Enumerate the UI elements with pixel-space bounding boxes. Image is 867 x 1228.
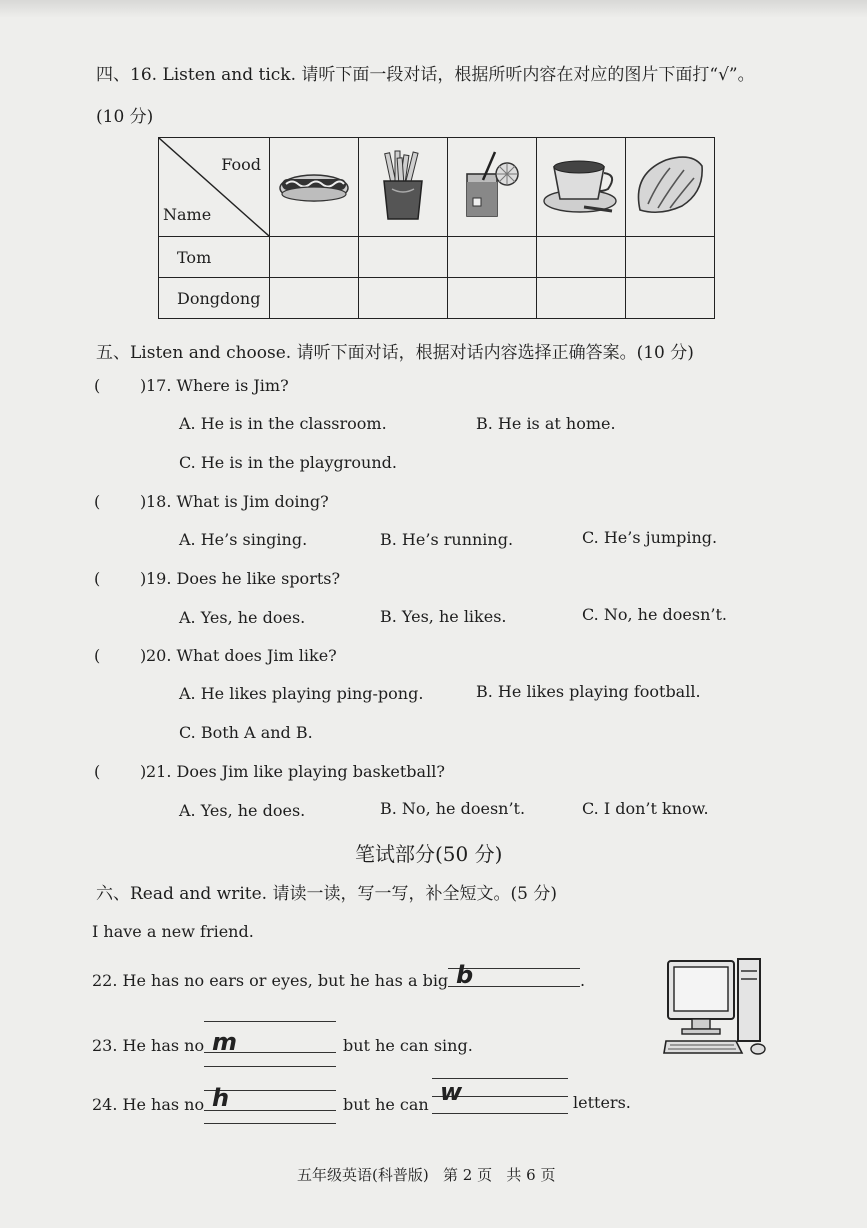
name-header: Name — [163, 205, 212, 224]
answer-paren-open[interactable]: ( — [94, 646, 101, 665]
tick-cell[interactable] — [359, 278, 448, 319]
q18-option-a: A. He’s singing. — [179, 530, 308, 549]
answer-paren-close: ) — [140, 762, 147, 781]
s6-heading: 六、Read and write. 请读一读，写一写，补全短文。(5 分) — [96, 884, 557, 904]
written-part-title: 笔试部分(50 分) — [355, 842, 503, 866]
q17-option-a: A. He is in the classroom. — [179, 414, 387, 433]
q21-option-b: B. No, he doesn’t. — [380, 799, 526, 818]
computer-icon — [662, 955, 772, 1069]
handwritten-letter: h — [212, 1084, 230, 1112]
q18-option-b: B. He’s running. — [380, 530, 514, 549]
handwritten-letter: w — [440, 1078, 463, 1106]
tick-table — [158, 137, 715, 319]
answer-paren-open[interactable]: ( — [94, 492, 101, 511]
q16-heading: 四、16. Listen and tick. 请听下面一段对话，根据所听内容在对应的图片下面打“√”。 — [96, 65, 755, 85]
q22-period: . — [580, 971, 586, 990]
q20-option-c: C. Both A and B. — [179, 723, 313, 742]
tick-cell[interactable] — [537, 278, 626, 319]
s6-intro: I have a new friend. — [92, 922, 254, 941]
tick-cell[interactable] — [626, 237, 715, 278]
q19-option-a: A. Yes, he does. — [179, 608, 306, 627]
tick-cell[interactable] — [359, 237, 448, 278]
q20-option-b: B. He likes playing football. — [476, 682, 701, 701]
scan-top-edge — [0, 0, 867, 18]
hot-dog-icon — [270, 138, 359, 237]
q16-score: (10 分) — [96, 107, 154, 127]
q24-middle: but he can — [343, 1095, 429, 1114]
answer-paren-open[interactable]: ( — [94, 569, 101, 588]
answer-paren-close: ) — [140, 646, 147, 665]
food-header: Food — [221, 155, 261, 174]
french-fries-icon — [359, 138, 448, 237]
tick-cell[interactable] — [270, 278, 359, 319]
q21-option-c: C. I don’t know. — [582, 799, 709, 818]
question-18: 18. What is Jim doing? — [146, 492, 329, 511]
question-20: 20. What does Jim like? — [146, 646, 337, 665]
q22-text: 22. He has no ears or eyes, but he has a big — [92, 971, 449, 990]
q17-option-b: B. He is at home. — [476, 414, 616, 433]
coffee-icon — [537, 138, 626, 237]
tick-cell[interactable] — [626, 278, 715, 319]
row-dongdong: Dongdong — [159, 278, 270, 319]
handwritten-letter: b — [456, 961, 474, 989]
answer-line — [204, 1066, 336, 1067]
handwritten-letter: m — [212, 1028, 238, 1056]
answer-paren-open[interactable]: ( — [94, 376, 101, 395]
page-footer: 五年级英语(科普版) 第 2 页 共 6 页 — [297, 1166, 556, 1184]
juice-icon — [448, 138, 537, 237]
q20-option-a: A. He likes playing ping-pong. — [179, 684, 424, 703]
answer-line — [204, 1021, 336, 1022]
tick-cell[interactable] — [448, 278, 537, 319]
q19-option-c: C. No, he doesn’t. — [582, 605, 727, 624]
q19-option-b: B. Yes, he likes. — [380, 607, 507, 626]
q24-text: 24. He has no — [92, 1095, 205, 1114]
tick-cell[interactable] — [270, 237, 359, 278]
q18-option-c: C. He’s jumping. — [582, 528, 718, 547]
q23-after: but he can sing. — [343, 1036, 473, 1055]
question-17: 17. Where is Jim? — [146, 376, 289, 395]
answer-line — [432, 1113, 568, 1114]
q24-after: letters. — [573, 1093, 631, 1112]
tick-cell[interactable] — [448, 237, 537, 278]
question-19: 19. Does he like sports? — [146, 569, 341, 588]
question-21: 21. Does Jim like playing basketball? — [146, 762, 445, 781]
s5-heading: 五、Listen and choose. 请听下面对话，根据对话内容选择正确答案。(10 分) — [96, 343, 694, 363]
table-header-cell — [159, 138, 270, 237]
q23-text: 23. He has no — [92, 1036, 205, 1055]
answer-line — [204, 1123, 336, 1124]
answer-paren-open[interactable]: ( — [94, 762, 101, 781]
answer-paren-close: ) — [140, 569, 147, 588]
tick-cell[interactable] — [537, 237, 626, 278]
answer-paren-close: ) — [140, 492, 147, 511]
q17-option-c: C. He is in the playground. — [179, 453, 397, 472]
bread-icon — [626, 138, 715, 237]
answer-paren-close: ) — [140, 376, 147, 395]
row-tom: Tom — [159, 237, 270, 278]
q21-option-a: A. Yes, he does. — [179, 801, 306, 820]
